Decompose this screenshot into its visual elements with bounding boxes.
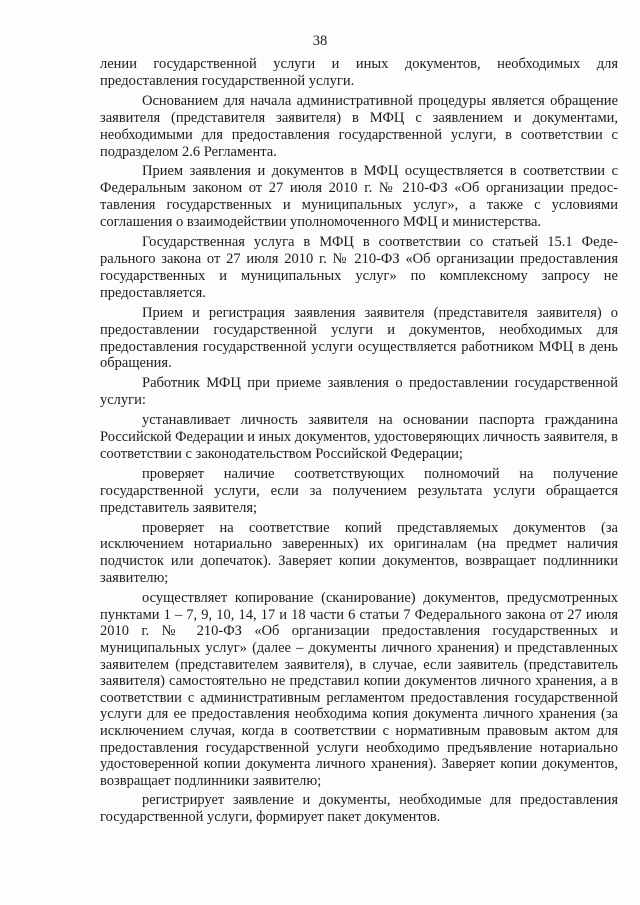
paragraph-worker-duties-intro: Работник МФЦ при приеме заявления о предоставлении государственной услуги: [100,375,618,409]
document-body [100,56,618,829]
list-item-copying: осуществляет копирование (сканирование) документов, предусмотренных пунктами 1 – 7, 9, 10, 14, 17 и 18 части 6 статьи 7 Федерального закона от 27 июля 2010 г. № 210-ФЗ «Об организации предоставления государственных и муниципальных услуг» (далее – документы личного хранения) и представленных заявителем (представителем заявителя), в случае, если заявитель (представитель заявителя) самостоятельно не представил копии документов личного хранения, а в соответствии с административным регламентом предоставления государственной услуги для ее предоставления необходима копия документа личного хранения (за исключением случая, когда в соответствии с нормативным правовым актом для предоставления государственной услуги необходимо предъявление нотариально удостоверенной копии документа личного хранения). Заверяет копии документов, возвращает подлинники заявителю; [100,590,618,789]
paragraph-reception: Прием заявления и документов в МФЦ осуществляется в соответствии с Федеральным законом от 27 июля 2010 г. № 210-ФЗ «Об организации предоставления государственных и муниципальных услуг», а также с условиями соглашения о взаимодействии уполномоченного МФЦ и министерства. [100,163,618,231]
page-number: 38 [312,33,328,49]
paragraph-complex-request: Государственная услуга в МФЦ в соответствии со статьей 15.1 Федерального закона от 27 июля 2010 г. № 210-ФЗ «Об организации предоставления государственных и муниципальных услуг» по комплексному запросу не предоставляется. [100,234,618,301]
paragraph-basis: Основанием для начала административной процедуры является обращение заявителя (представителя заявителя) в МФЦ с заявлением и документами, необходимыми для предоставления государственной услуги, в соответствии с подразделом 2.6 Регламента. [100,92,618,160]
list-item-check-copies: проверяет на соответствие копий представляемых документов (за исключением нотариально заверенных) их оригиналам (на предмет наличия подчисток или допечаток). Заверяет копии документов, возвращает подлинники заявителю; [100,519,618,587]
paragraph-registration: Прием и регистрация заявления заявителя (представителя заявителя) о предоставлении государственной услуги и документов, необходимых для предоставления государственной услуги осуществляется работником МФЦ в день обращения. [100,304,618,372]
list-item-identify: устанавливает личность заявителя на основании паспорта гражданина Российской Федерации и иных документов, удостоверяющих личность заявителя, в соответствии с законодательством Российской Федерации; [100,412,618,462]
list-item-register: регистрирует заявление и документы, необходимые для предоставления государственной услуги, формирует пакет документов. [100,792,618,826]
list-item-check-authority: проверяет наличие соответствующих полномочий на получение государственной услуги, если за получением результата услуги обращается представитель заявителя; [100,465,618,516]
paragraph-continuation: лении государственной услуги и иных документов, необходимых для предоставления государственной услуги. [100,56,618,89]
